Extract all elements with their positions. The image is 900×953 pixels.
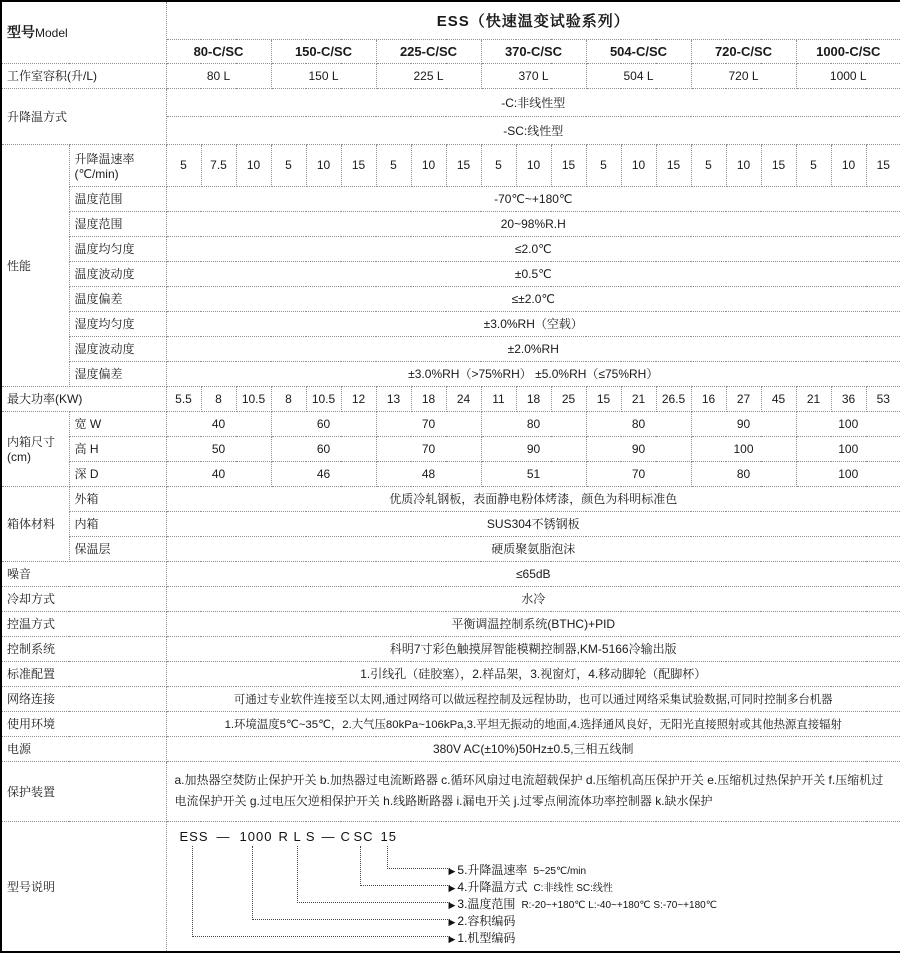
environment-row bbox=[1, 711, 900, 736]
volume-value: 150 L bbox=[271, 63, 376, 88]
ramp-rate-value: 10 bbox=[726, 144, 761, 186]
ramp-rate-value: 5 bbox=[796, 144, 831, 186]
temp-uniformity-value: ≤2.0℃ bbox=[166, 236, 900, 261]
inner-size-group-label bbox=[1, 411, 69, 486]
temp-control-value: 平衡调温控制系统(BTHC)+PID bbox=[166, 611, 900, 636]
ramp-rate-value: 7.5 bbox=[201, 144, 236, 186]
max-power-value: 5.5 bbox=[166, 386, 201, 411]
model-code-diagram bbox=[167, 822, 900, 951]
arrow-right-icon: ▶ bbox=[449, 900, 456, 910]
max-power-value: 36 bbox=[831, 386, 866, 411]
arrow-right-icon: ▶ bbox=[449, 866, 456, 876]
model-name-cell: 80-C/SC bbox=[166, 39, 271, 63]
inner-width-value: 80 bbox=[586, 411, 691, 436]
temp-fluctuation-value: ±0.5℃ bbox=[166, 261, 900, 286]
humi-deviation-row bbox=[1, 361, 900, 386]
max-power-value: 18 bbox=[516, 386, 551, 411]
network-row bbox=[1, 686, 900, 711]
ramp-rate-value: 10 bbox=[236, 144, 271, 186]
inner-depth-value: 40 bbox=[166, 461, 271, 486]
humi-range-value: 20~98%R.H bbox=[166, 211, 900, 236]
max-power-value: 8 bbox=[201, 386, 236, 411]
material-inner-value: SUS304不锈钢板 bbox=[166, 511, 900, 536]
power-supply-value: 380V AC(±10%)50Hz±0.5,三相五线制 bbox=[166, 736, 900, 761]
max-power-label: 最大功率(KW) bbox=[1, 386, 166, 411]
power-supply-label: 电源 bbox=[1, 736, 166, 761]
humi-uniformity-label: 湿度均匀度 bbox=[69, 311, 166, 336]
max-power-value: 18 bbox=[411, 386, 446, 411]
humi-fluctuation-row bbox=[1, 336, 900, 361]
arrow-right-icon: ▶ bbox=[449, 883, 456, 893]
volume-value: 1000 L bbox=[796, 63, 900, 88]
humi-uniformity-row bbox=[1, 311, 900, 336]
explain-item-title: 3.温度范围 bbox=[457, 897, 515, 911]
max-power-value: 13 bbox=[376, 386, 411, 411]
cooling-label: 冷却方式 bbox=[1, 586, 166, 611]
ramp-rate-value: 15 bbox=[446, 144, 481, 186]
temp-range-label: 温度范围 bbox=[69, 186, 166, 211]
ramp-rate-value: 15 bbox=[551, 144, 586, 186]
ramp-mode-linear: -SC:线性型 bbox=[166, 116, 900, 144]
ramp-mode-row-1 bbox=[1, 88, 900, 116]
max-power-value: 10.5 bbox=[236, 386, 271, 411]
max-power-value: 21 bbox=[796, 386, 831, 411]
inner-height-value: 90 bbox=[481, 436, 586, 461]
model-name-cell: 225-C/SC bbox=[376, 39, 481, 63]
standard-config-value: 1.引线孔（硅胶塞），2.样品架，3.视窗灯，4.移动脚轮（配脚杯） bbox=[166, 661, 900, 686]
temp-control-label: 控温方式 bbox=[1, 611, 166, 636]
inner-width-value: 40 bbox=[166, 411, 271, 436]
model-label-zh: 型号 bbox=[7, 24, 35, 40]
max-power-value: 45 bbox=[761, 386, 796, 411]
ramp-rate-value: 5 bbox=[691, 144, 726, 186]
model-header-cell bbox=[1, 1, 166, 63]
inner-size-label-line1: 内箱尺寸 bbox=[7, 433, 67, 450]
volume-label: 工作室容积(升/L) bbox=[1, 63, 166, 88]
explain-item-title: 5.升降温速率 bbox=[457, 863, 527, 877]
material-inner-row bbox=[1, 511, 900, 536]
max-power-value: 25 bbox=[551, 386, 586, 411]
material-outer-row bbox=[1, 486, 900, 511]
inner-depth-label: 深 D bbox=[69, 461, 166, 486]
ramp-rate-value: 10 bbox=[306, 144, 341, 186]
max-power-value: 15 bbox=[586, 386, 621, 411]
explain-item-note: 5~25℃/min bbox=[533, 866, 586, 877]
model-name-cell: 504-C/SC bbox=[586, 39, 691, 63]
inner-depth-value: 100 bbox=[796, 461, 900, 486]
temp-fluctuation-label: 温度波动度 bbox=[69, 261, 166, 286]
cooling-value: 水冷 bbox=[166, 586, 900, 611]
ramp-rate-row bbox=[1, 144, 900, 186]
model-name-cell: 370-C/SC bbox=[481, 39, 586, 63]
explain-item bbox=[449, 878, 613, 895]
noise-value: ≤65dB bbox=[166, 561, 900, 586]
protection-value: a.加热器空焚防止保护开关 b.加热器过电流断路器 c.循环风扇过电流超载保护 d.压缩机高压保护开关 e.压缩机过热保护开关 f.压缩机过电流保护开关 g.过电压欠逆相保护开关 h.线路断路器 i.漏电开关 j.过零点闸流体功率控制器 k.缺水保护 bbox=[166, 761, 900, 821]
inner-height-value: 100 bbox=[796, 436, 900, 461]
explain-item bbox=[449, 895, 717, 912]
protection-label: 保护装置 bbox=[1, 761, 166, 821]
model-name-cell: 720-C/SC bbox=[691, 39, 796, 63]
material-insulation-value: 硬质聚氨脂泡沫 bbox=[166, 536, 900, 561]
network-value: 可通过专业软件连接至以太网,通过网络可以做远程控制及远程协助，也可以通过网络采集试验数据,可同时控制多台机器 bbox=[166, 686, 900, 711]
ramp-rate-value: 5 bbox=[376, 144, 411, 186]
model-name-cell: 150-C/SC bbox=[271, 39, 376, 63]
ramp-rate-value: 10 bbox=[621, 144, 656, 186]
ramp-rate-value: 10 bbox=[516, 144, 551, 186]
humi-range-label: 湿度范围 bbox=[69, 211, 166, 236]
control-system-row bbox=[1, 636, 900, 661]
explain-item-note: R:-20~+180℃ L:-40~+180℃ S:-70~+180℃ bbox=[521, 900, 717, 911]
material-outer-label: 外箱 bbox=[69, 486, 166, 511]
model-explain-label: 型号说明 bbox=[1, 821, 166, 952]
inner-height-value: 50 bbox=[166, 436, 271, 461]
code-volume: 1000 bbox=[240, 829, 273, 844]
ramp-rate-value: 5 bbox=[481, 144, 516, 186]
model-explain-cell bbox=[166, 821, 900, 952]
temp-range-value: -70℃~+180℃ bbox=[166, 186, 900, 211]
humi-deviation-value: ±3.0%RH（>75%RH） ±5.0%RH（≤75%RH） bbox=[166, 361, 900, 386]
explain-item-title: 4.升降温方式 bbox=[457, 880, 527, 894]
humi-fluctuation-label: 湿度波动度 bbox=[69, 336, 166, 361]
material-insulation-label: 保温层 bbox=[69, 536, 166, 561]
max-power-value: 8 bbox=[271, 386, 306, 411]
max-power-value: 53 bbox=[866, 386, 900, 411]
inner-depth-value: 70 bbox=[586, 461, 691, 486]
temp-deviation-row bbox=[1, 286, 900, 311]
code-rate: 15 bbox=[381, 829, 397, 844]
ramp-rate-label-line2: (℃/min) bbox=[75, 167, 164, 181]
network-label: 网络连接 bbox=[1, 686, 166, 711]
ramp-rate-value: 15 bbox=[341, 144, 376, 186]
explain-item-title: 1.机型编码 bbox=[457, 931, 515, 945]
noise-label: 噪音 bbox=[1, 561, 166, 586]
max-power-value: 21 bbox=[621, 386, 656, 411]
max-power-row bbox=[1, 386, 900, 411]
inner-size-label-line2: (cm) bbox=[7, 450, 67, 464]
humi-fluctuation-value: ±2.0%RH bbox=[166, 336, 900, 361]
ramp-rate-label bbox=[69, 144, 166, 186]
model-label-en: Model bbox=[35, 26, 68, 40]
arrow-right-icon: ▶ bbox=[449, 934, 456, 944]
inner-height-value: 70 bbox=[376, 436, 481, 461]
inner-width-value: 60 bbox=[271, 411, 376, 436]
ramp-mode-label: 升降温方式 bbox=[1, 88, 166, 144]
material-group-label: 箱体材料 bbox=[1, 486, 69, 561]
code-dash: — bbox=[322, 829, 336, 844]
inner-depth-value: 51 bbox=[481, 461, 586, 486]
inner-width-value: 70 bbox=[376, 411, 481, 436]
temp-range-row bbox=[1, 186, 900, 211]
model-explain-row bbox=[1, 821, 900, 952]
max-power-value: 11 bbox=[481, 386, 516, 411]
ramp-rate-value: 15 bbox=[761, 144, 796, 186]
code-brand: ESS bbox=[180, 829, 209, 844]
material-inner-label: 内箱 bbox=[69, 511, 166, 536]
control-system-value: 科明7寸彩色触摸屏智能模糊控制器,KM-5166冷输出版 bbox=[166, 636, 900, 661]
humi-range-row bbox=[1, 211, 900, 236]
control-system-label: 控制系统 bbox=[1, 636, 166, 661]
material-insulation-row bbox=[1, 536, 900, 561]
inner-height-value: 60 bbox=[271, 436, 376, 461]
max-power-value: 26.5 bbox=[656, 386, 691, 411]
inner-height-label: 高 H bbox=[69, 436, 166, 461]
inner-height-value: 90 bbox=[586, 436, 691, 461]
temp-uniformity-row bbox=[1, 236, 900, 261]
inner-width-value: 90 bbox=[691, 411, 796, 436]
code-mode-sc: SC bbox=[354, 829, 374, 844]
volume-value: 80 L bbox=[166, 63, 271, 88]
volume-value: 720 L bbox=[691, 63, 796, 88]
code-mode-c: C bbox=[341, 829, 351, 844]
ramp-rate-label-line1: 升降温速率 bbox=[75, 150, 164, 167]
temp-control-row bbox=[1, 611, 900, 636]
explain-item-note: C:非线性 SC:线性 bbox=[533, 883, 612, 894]
volume-value: 370 L bbox=[481, 63, 586, 88]
temp-deviation-label: 温度偏差 bbox=[69, 286, 166, 311]
protection-row bbox=[1, 761, 900, 821]
code-range: R L S bbox=[279, 829, 316, 844]
explain-item-title: 2.容积编码 bbox=[457, 914, 515, 928]
ramp-rate-value: 15 bbox=[866, 144, 900, 186]
max-power-value: 12 bbox=[341, 386, 376, 411]
explain-item bbox=[449, 929, 522, 946]
cooling-row bbox=[1, 586, 900, 611]
ramp-rate-value: 15 bbox=[656, 144, 691, 186]
ramp-rate-value: 10 bbox=[411, 144, 446, 186]
noise-row bbox=[1, 561, 900, 586]
inner-depth-value: 46 bbox=[271, 461, 376, 486]
temp-uniformity-label: 温度均匀度 bbox=[69, 236, 166, 261]
inner-width-value: 80 bbox=[481, 411, 586, 436]
explain-item bbox=[449, 912, 522, 929]
standard-config-row bbox=[1, 661, 900, 686]
ramp-rate-value: 10 bbox=[831, 144, 866, 186]
inner-height-value: 100 bbox=[691, 436, 796, 461]
power-supply-row bbox=[1, 736, 900, 761]
inner-width-label: 宽 W bbox=[69, 411, 166, 436]
max-power-value: 24 bbox=[446, 386, 481, 411]
inner-height-row bbox=[1, 436, 900, 461]
inner-depth-row bbox=[1, 461, 900, 486]
temp-fluctuation-row bbox=[1, 261, 900, 286]
inner-depth-value: 48 bbox=[376, 461, 481, 486]
code-dash: — bbox=[217, 829, 231, 844]
explain-item bbox=[449, 861, 587, 878]
environment-label: 使用环境 bbox=[1, 711, 166, 736]
max-power-value: 16 bbox=[691, 386, 726, 411]
ramp-mode-nonlinear: -C:非线性型 bbox=[166, 88, 900, 116]
volume-row bbox=[1, 63, 900, 88]
material-outer-value: 优质冷轧钢板，表面静电粉体烤漆，颜色为科明标准色 bbox=[166, 486, 900, 511]
humi-deviation-label: 湿度偏差 bbox=[69, 361, 166, 386]
environment-value: 1.环境温度5℃~35℃，2.大气压80kPa~106kPa,3.平坦无振动的地面,4.选择通风良好，无阳光直接照射或其他热源直接辐射 bbox=[166, 711, 900, 736]
volume-value: 225 L bbox=[376, 63, 481, 88]
max-power-value: 10.5 bbox=[306, 386, 341, 411]
humi-uniformity-value: ±3.0%RH（空载） bbox=[166, 311, 900, 336]
performance-group-label: 性能 bbox=[1, 144, 69, 386]
series-title: ESS（快速温变试验系列） bbox=[166, 1, 900, 39]
inner-width-row bbox=[1, 411, 900, 436]
model-name-cell: 1000-C/SC bbox=[796, 39, 900, 63]
standard-config-label: 标准配置 bbox=[1, 661, 166, 686]
max-power-value: 27 bbox=[726, 386, 761, 411]
connector-line bbox=[192, 846, 450, 937]
ramp-rate-value: 5 bbox=[271, 144, 306, 186]
temp-deviation-value: ≤±2.0℃ bbox=[166, 286, 900, 311]
volume-value: 504 L bbox=[586, 63, 691, 88]
inner-width-value: 100 bbox=[796, 411, 900, 436]
inner-depth-value: 80 bbox=[691, 461, 796, 486]
arrow-right-icon: ▶ bbox=[449, 917, 456, 927]
ramp-rate-value: 5 bbox=[166, 144, 201, 186]
ramp-rate-value: 5 bbox=[586, 144, 621, 186]
